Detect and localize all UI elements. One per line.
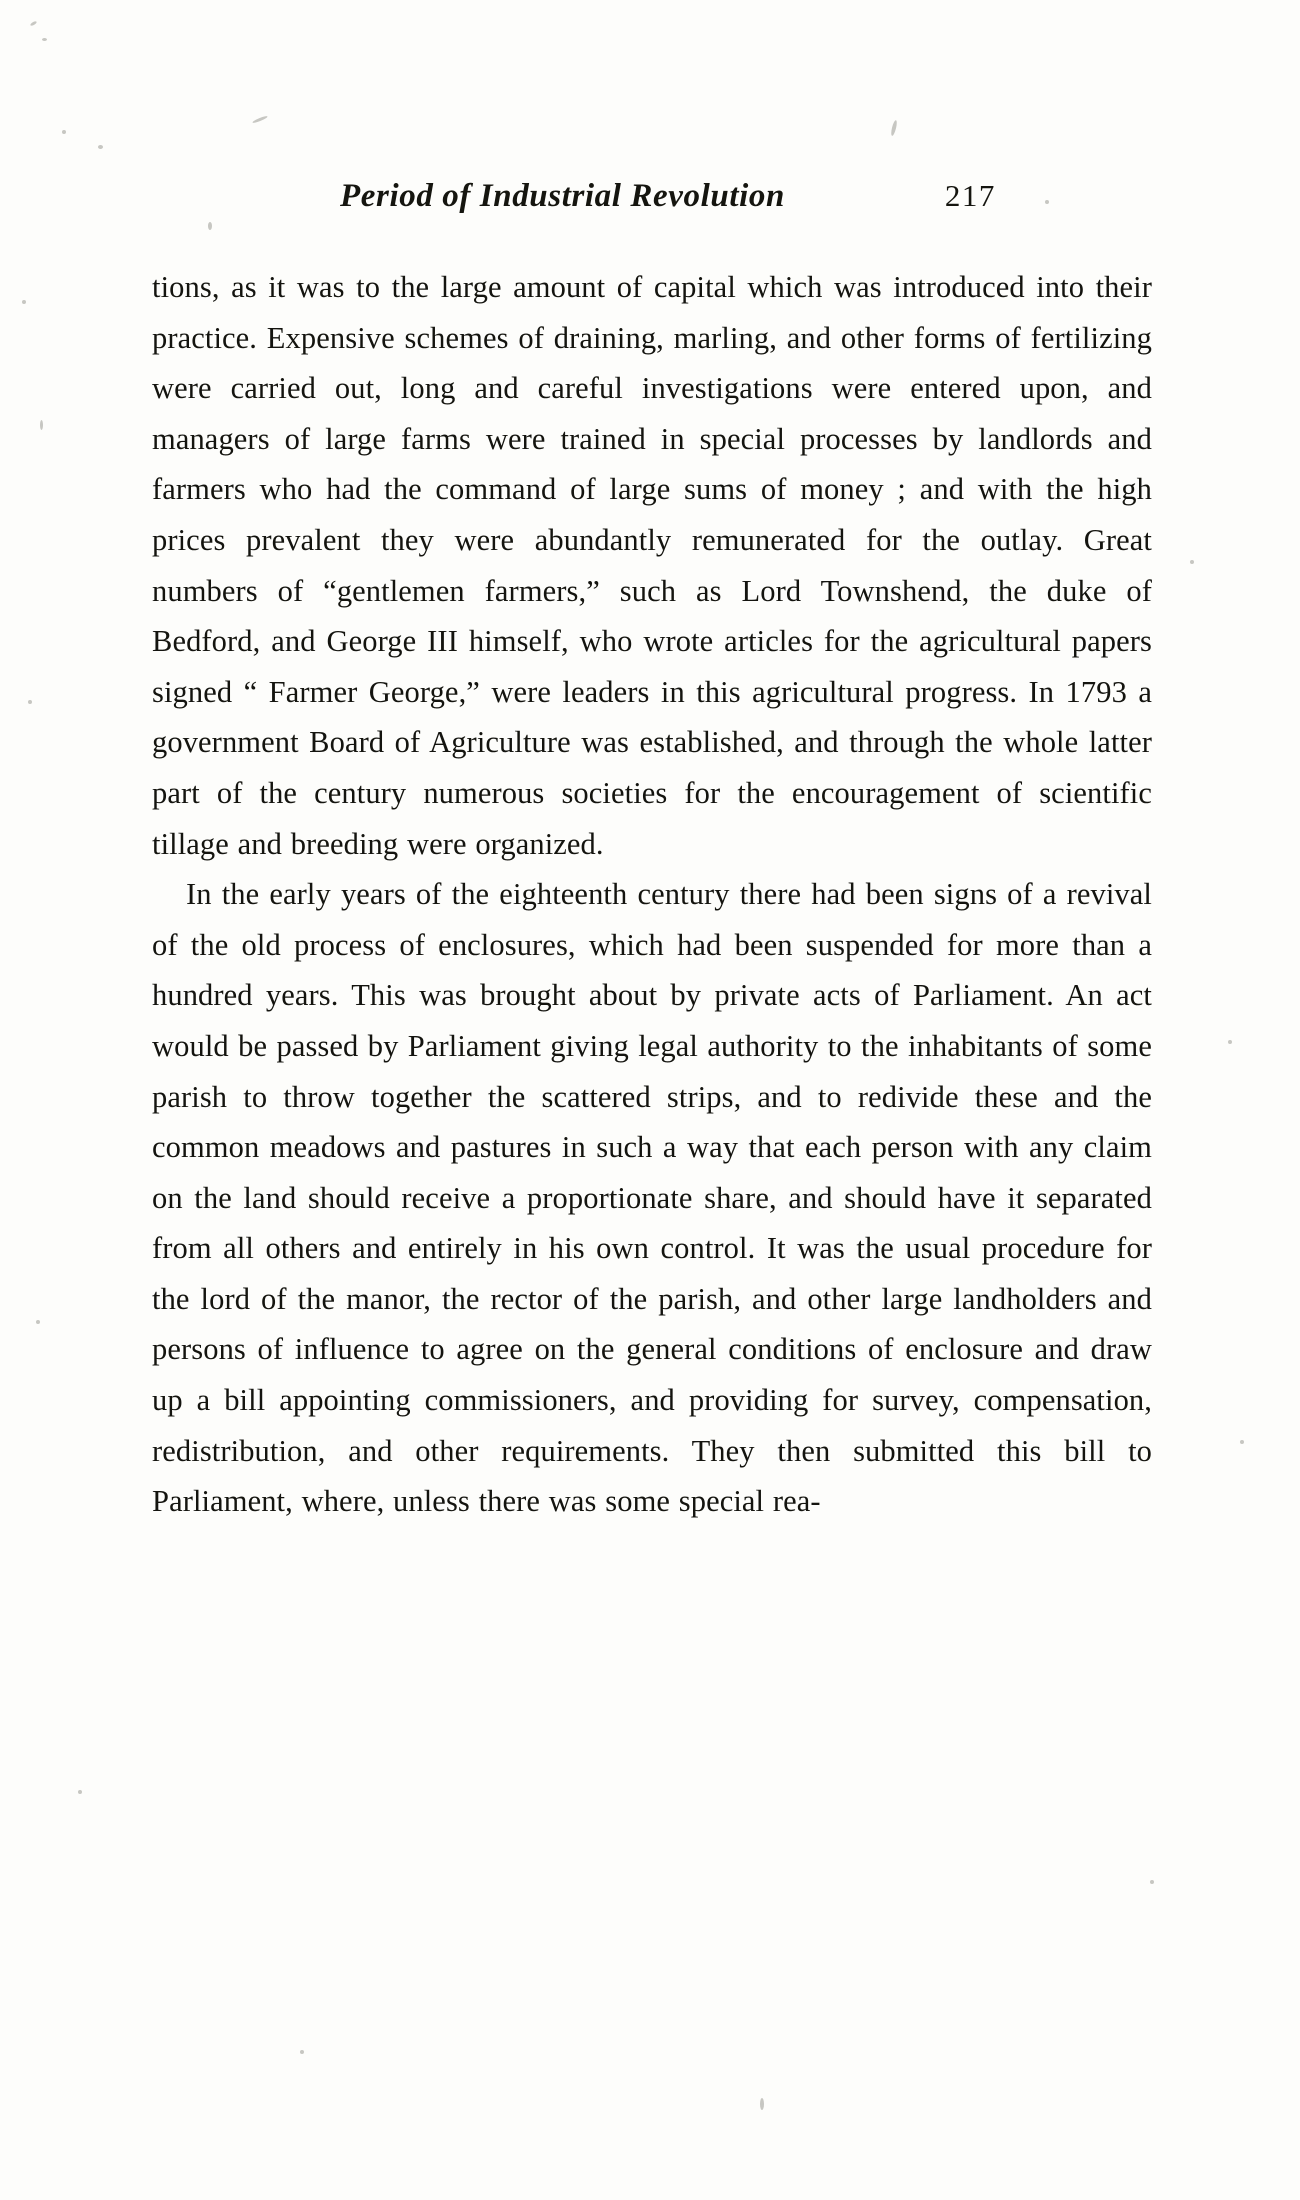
- scan-speckle: [98, 145, 103, 149]
- scan-speckle: [42, 38, 47, 41]
- page-header: [150, 178, 1150, 224]
- scan-speckle: [78, 1790, 82, 1794]
- scan-speckle: [252, 115, 268, 124]
- scan-speckle: [22, 300, 26, 304]
- scan-speckle: [30, 20, 38, 26]
- scan-speckle: [1190, 560, 1194, 564]
- scan-speckle: [1228, 1040, 1232, 1044]
- running-title: Period of Industrial Revolution: [340, 178, 785, 214]
- page-number: 217: [944, 178, 996, 213]
- scan-speckle: [760, 2098, 764, 2110]
- scan-speckle: [62, 130, 66, 134]
- scan-speckle: [300, 2050, 304, 2054]
- scan-speckle: [1150, 1880, 1154, 1884]
- scan-speckle: [40, 420, 43, 430]
- page-body: [152, 262, 1152, 1527]
- paragraph: In the early years of the eighteenth century there had been signs of a revival of the old process of enclosures, which had been suspended for more than a hundred years. This was brought about by private acts of Parliament. An act would be passed by Parliament giving legal authority to the inhabitants of some parish to throw together the scattered strips, and to redivide these and the common meadows and pastures in such a way that each person with any claim on the land should receive a proportionate share, and should have it separated from all others and entirely in his own control. It was the usual procedure for the lord of the manor, the rector of the parish, and other large landholders and persons of influence to agree on the general conditions of enclosure and draw up a bill appointing commissioners, and providing for survey, compensation, redistribution, and other requirements. They then submitted this bill to Parliament, where, unless there was some special rea-: [152, 877, 1152, 1519]
- scan-speckle: [890, 120, 898, 136]
- scan-speckle: [28, 700, 32, 704]
- paragraph: tions, as it was to the large amount of capital which was introduced into their practice. Expensive schemes of draining, marling, and other forms of fertilizing were carried out, long and careful investigations were entered upon, and managers of large farms were trained in special processes by landlords and farmers who had the command of large sums of money ; and with the high prices prevalent they were abundantly remunerated for the outlay. Great numbers of “gentlemen farmers,” such as Lord Townshend, the duke of Bedford, and George III himself, who wrote articles for the agricultural papers signed “ Farmer George,” were leaders in this agricultural progress. In 1793 a government Board of Agriculture was established, and through the whole latter part of the century numerous societies for the encouragement of scientific tillage and breeding were organized.: [152, 270, 1152, 861]
- scan-speckle: [36, 1320, 40, 1324]
- scan-speckle: [1240, 1440, 1244, 1444]
